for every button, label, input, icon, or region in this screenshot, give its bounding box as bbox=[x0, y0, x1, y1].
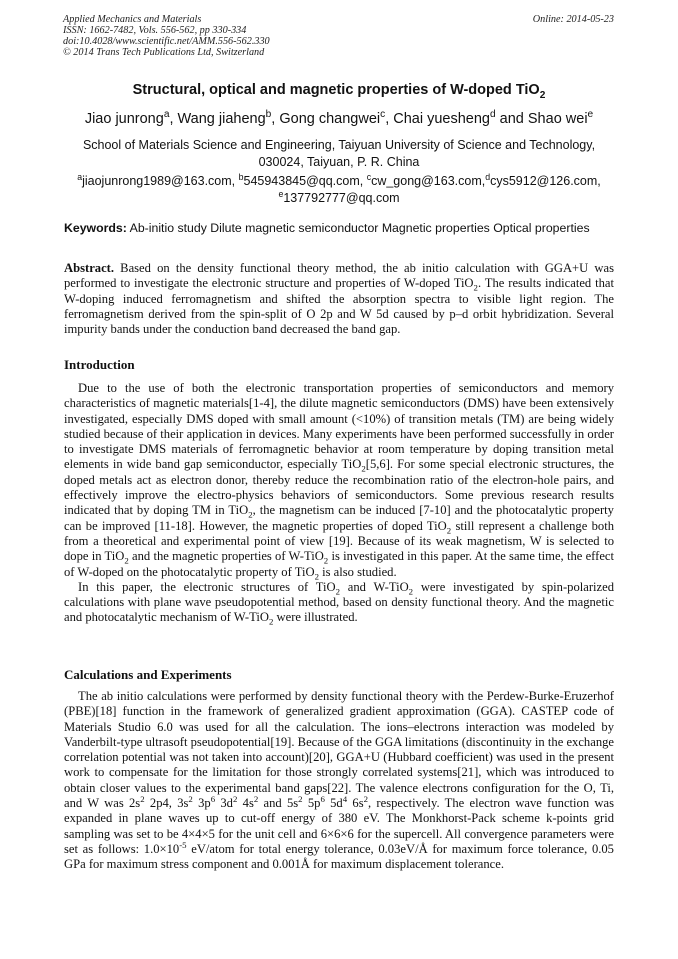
introduction-heading: Introduction bbox=[64, 357, 135, 372]
email-link[interactable]: 137792777@qq.com bbox=[283, 191, 400, 205]
abstract-label: Abstract. bbox=[64, 261, 115, 275]
doi-line: doi:10.4028/www.scientific.net/AMM.556-562.330 bbox=[63, 36, 270, 47]
keywords-line bbox=[64, 221, 614, 235]
copyright-line: © 2014 Trans Tech Publications Ltd, Switzerland bbox=[63, 47, 265, 58]
author-name: Gong changwei bbox=[279, 111, 381, 127]
abstract-paragraph: Abstract. Based on the density functional theory method, the ab initio calculation with GGA+U was performed to investigate the electronic structure and properties of W-doped TiO$_2$. The results indicated that W-doping induced ferromagnetism and shifted the absorption spectra to visible light region. The ferromagnetism derived from the spin-split of O 2p and W 5d caused by p–d orbit hybridization. Several impurity bands under the conduction band decreased the band gap. bbox=[64, 261, 614, 337]
calculations-heading: Calculations and Experiments bbox=[64, 667, 232, 682]
journal-header bbox=[63, 14, 270, 58]
affiliation: School of Materials Science and Engineering, Taiyuan University of Science and Technology, 030024, Taiyuan, P. R. China bbox=[82, 138, 596, 169]
issn-line: ISSN: 1662-7482, Vols. 556-562, pp 330-334 bbox=[63, 25, 247, 36]
calculations-body: The ab initio calculations were performed by density functional theory with the Perdew-Burke-Eruzerhof (PBE)[18] function in the framework of generalized gradient approximation (GGA). CASTEP code of Materials Studio 6.0 was used for all the calculation. The ions–electrons interaction was modeled by Vanderbilt-type ultrasoft pseudopotential[19]. Because of the GGA limitations (discontinuity in the exchange correlation potential was not taken into account)[20], GGA+U (Hubbard coefficient) was used in the present work to compensate for the limitation for those strongly correlated systems[21], which was introduced to obtain closer values to the experimental band gaps[22]. The valence electrons configuration for the O, Ti, and W was $2s^2$ 2p4, $3s^2$ $3p^6$ $3d^2$ $4s^2$ and $5s^2$ $5p^6$ $5d^4$ $6s^2$, respectively. The electron wave function was expanded in plane waves up to cut-off energy of 380 eV. The Monkhorst-Pack scheme k-points grid sampling was set to be 4×4×5 for the unit cell and 6×6×6 for the supercell. All convergence parameters were set as follows: $1.0\times 10^{-5}$ eV/atom for total energy tolerance, 0.03eV/Å for maximum force tolerance, 0.05 GPa for maximum stress component and 0.001Å for maximum displacement tolerance. bbox=[64, 689, 614, 872]
email-link[interactable]: cw_gong@163.com, bbox=[371, 174, 486, 188]
online-date: Online: 2014-05-23 bbox=[532, 14, 614, 25]
paper-title: Structural, optical and magnetic properties of W-doped TiO$_2$ bbox=[132, 82, 546, 101]
introduction-body bbox=[64, 381, 614, 626]
journal-name: Applied Mechanics and Materials bbox=[63, 14, 202, 25]
email-link[interactable]: cys5912@126.com, bbox=[490, 174, 601, 188]
author-list: Jiao junrong$^a$, Wang jiaheng$^b$, Gong changwei$^c$, Chai yuesheng$^d$ and Shao wei$^e$ bbox=[84, 109, 594, 127]
author-name: Jiao junrong bbox=[84, 111, 164, 127]
author-name: Shao wei bbox=[527, 111, 588, 127]
author-name: Wang jiaheng bbox=[177, 111, 266, 127]
email-link[interactable]: jiaojunrong1989@163.com, bbox=[82, 174, 239, 188]
intro-paragraph: Due to the use of both the electronic transportation properties of semiconductors and memory characteristics of magnetic materials[1-4], the dilute magnetic semiconductors (DMS) have been extensively investigated, especially DMS doped with small amount (<10%) of transition metals (TM) are being widely studied because of their application in devices. Many experiments have been performed successfully in order to investigate DMS materials of ferromagnetic behavior at room temperature by doping transition metal elements in wide band gap semiconductor, especially TiO$_2$[5,6]. For some special electronic structures, the doped metals act as electron donor, thereby reduce the recombination ratio of the electron-hole pairs, and effectively improve the electro-physics behaviors of semiconductors. Some previous research results indicated that by doping TM in TiO$_2$, the magnetism can be induced [7-10] and the photocatalytic property can be improved [11-18]. However, the magnetic properties of doped TiO$_2$ still represent a challenge both from a theoretical and experimental point of view [19]. Because of its weak magnetism, W is selected to dope in TiO$_2$ and the magnetic properties of W-TiO$_2$ is investigated in this paper. At the same time, the effect of W-doped on the photocatalytic property of TiO$_2$ is also studied. bbox=[64, 381, 614, 582]
keywords-label: Keywords: bbox=[64, 221, 127, 235]
email-link[interactable]: 545943845@qq.com, bbox=[243, 174, 367, 188]
email-list: $^a$jiaojunrong1989@163.com, $^b$545943845@qq.com, $^c$cw_gong@163.com,$^d$cys5912@126.com, $^e$137792777@qq.com bbox=[77, 171, 601, 205]
intro-paragraph: In this paper, the electronic structures of TiO$_2$ and W-TiO$_2$ were investigated by spin-polarized calculations with plane wave pseudopotential method, based on density functional theory. And the magnetic and photocatalytic mechanism of W-TiO$_2$ were illustrated. bbox=[64, 579, 614, 627]
keywords-text: Ab-initio study Dilute magnetic semiconductor Magnetic properties Optical properties bbox=[126, 221, 590, 235]
author-name: Chai yuesheng bbox=[393, 111, 490, 127]
